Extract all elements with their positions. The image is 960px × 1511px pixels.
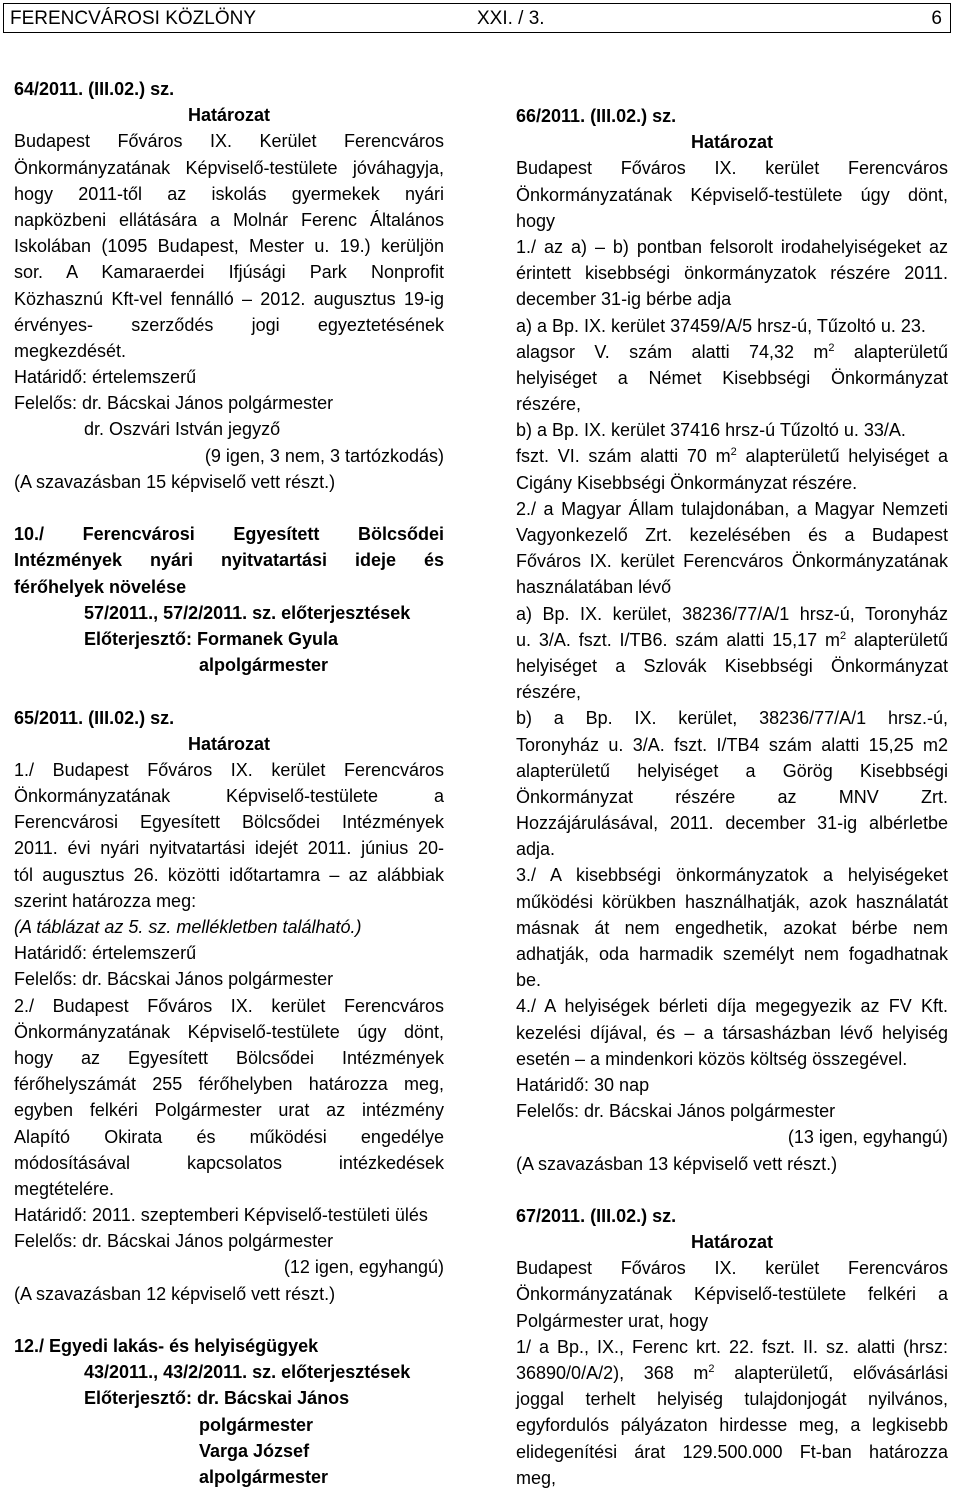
text-line: alapterületű helyiséget a Görög Kisebbségi xyxy=(516,760,948,781)
spacer xyxy=(14,495,444,521)
text-line: (9 igen, 3 nem, 3 tartózkodás) xyxy=(204,445,444,466)
text-line: 10./ Ferencvárosi Egyesített Bölcsődei xyxy=(14,524,444,545)
spacer xyxy=(516,1177,948,1203)
text-line: adja. xyxy=(516,839,556,860)
text-line: szerint határozza meg: xyxy=(14,890,197,911)
right-column xyxy=(516,103,948,1491)
text-line: alagsor V. szám alatti 74,32 $m^2$ alapterületű xyxy=(516,341,948,362)
text-line: meg, xyxy=(516,1467,557,1488)
text-line: működési körükben használhatják, azok használatát xyxy=(516,891,948,912)
text-line: megtételére. xyxy=(14,1178,115,1199)
text-line: Önkormányzatának Képviselő-testülete úgy dönt, xyxy=(14,1021,444,1042)
text-line: módosításával kapcsolatos intézkedések xyxy=(14,1152,444,1173)
text-line: napközbeni ellátására a Molnár Ferenc Általános xyxy=(14,209,444,230)
text-line: tól augusztus 26. közötti időtartamra – az alábbiak xyxy=(14,864,444,885)
text-line: hogy az Egyesített Bölcsődei Intézmények xyxy=(14,1047,444,1068)
text-line: a) Bp. IX. kerület, 38236/77/A/1 hrsz-ú, Toronyház xyxy=(516,603,948,624)
text-line: Közhasznú Kft-vel fennálló – 2012. augusztus 19-ig xyxy=(14,288,444,309)
text-line: 1./ Budapest Főváros IX. kerület Ferencváros xyxy=(14,759,444,780)
text-line: Határidő: 30 nap xyxy=(516,1074,650,1095)
text-line: alpolgármester xyxy=(199,1466,329,1487)
text-line: Intézmények nyári nyitvatartási ideje és xyxy=(14,550,444,571)
text-line: Varga József xyxy=(199,1440,310,1461)
text-line: férőhelyek növelése xyxy=(14,576,187,597)
text-line: Határozat xyxy=(690,1232,774,1253)
text-line: b) a Bp. IX. kerület, 38236/77/A/1 hrsz.-ú, xyxy=(516,708,948,729)
text-line: Határidő: értelemszerű xyxy=(14,367,197,388)
text-line: sor. A Kamaraerdei Ifjúsági Park Nonprofit xyxy=(14,262,444,283)
text-line: adhatják, oda harmadik személyt nem fogadhatnak xyxy=(516,944,948,964)
text-line: Budapest Főváros IX. kerület Ferencváros xyxy=(516,158,948,179)
text-line: Önkormányzat részére az MNV Zrt. xyxy=(516,786,948,807)
text-line: 1/ a Bp., IX., Ferenc krt. 22. fszt. II. sz. alatti (hrsz: xyxy=(516,1336,948,1357)
text-line: fszt. VI. szám alatti 70 $m^2$ alapterületű helyiséget a xyxy=(516,446,948,467)
text-line: kezelési díjával, és – a társasházban lévő helyiség xyxy=(516,1022,948,1043)
text-line: részére, xyxy=(516,394,582,415)
text-line: Polgármester urat, hogy xyxy=(516,1310,709,1331)
text-line: Budapest Főváros IX. kerület Ferencváros xyxy=(516,1258,948,1279)
text-line: Határozat xyxy=(690,132,774,153)
text-line: Előterjesztő: Formanek Gyula xyxy=(84,628,339,649)
text-line: 2011. évi nyári nyitvatartási idejét 2011. június 20- xyxy=(14,838,444,859)
text-line: b) a Bp. IX. kerület 37416 hrsz-ú Tűzoltó u. 33/A. xyxy=(516,420,906,441)
text-line: Önkormányzatának Képviselő-testülete a xyxy=(14,786,444,807)
text-line: Toronyház u. 3/A. fszt. I/TB4 szám alatti 15,25 m2 xyxy=(516,734,948,755)
text-line: Felelős: dr. Bácskai János polgármester xyxy=(516,1101,836,1122)
text-line: (A szavazásban 12 képviselő vett részt.) xyxy=(14,1283,336,1304)
text-line: 43/2011., 43/2/2011. sz. előterjesztések xyxy=(84,1362,411,1383)
text-line: férőhelyszámát 255 férőhelyben határozza meg, xyxy=(14,1074,444,1095)
text-line: 64/2011. (III.02.) sz. xyxy=(14,79,175,99)
text-line: Alapító Okirata és működési engedélye xyxy=(14,1126,444,1147)
text-line: Határozat xyxy=(187,733,271,754)
text-line: (A szavazásban 15 képviselő vett részt.) xyxy=(14,471,336,492)
left-column xyxy=(14,76,444,1490)
text-line: Cigány Kisebbségi Önkormányzat részére. xyxy=(516,472,858,493)
text-line: Ferencvárosi Egyesített Bölcsődei Intézmények xyxy=(14,812,444,833)
text-line: használatában lévő xyxy=(516,577,672,598)
text-line: Főváros IX. kerület Ferencváros Önkormányzatának xyxy=(516,551,948,572)
text-line: dr. Oszvári István jegyző xyxy=(84,419,281,440)
text-line: 66/2011. (III.02.) sz. xyxy=(516,106,677,126)
text-line: (12 igen, egyhangú) xyxy=(283,1257,444,1278)
text-line: másnak át nem engedhetik, azokat bérbe nem xyxy=(516,917,948,938)
publication-title: FERENCVÁROSI KÖZLÖNY xyxy=(10,8,256,29)
text-line: érvényes- szerződés jogi egyeztetésének xyxy=(14,314,444,335)
text-line: 2./ Budapest Főváros IX. kerület Ferencváros xyxy=(14,995,444,1016)
text-line: (A szavazásban 13 képviselő vett részt.) xyxy=(516,1153,838,1174)
text-line: 67/2011. (III.02.) sz. xyxy=(516,1205,677,1226)
text-line: 4./ A helyiségek bérleti díja megegyezik az FV Kft. xyxy=(516,996,948,1017)
text-line: december 31-ig bérbe adja xyxy=(516,289,732,310)
text-line: érintett kisebbségi önkormányzatok részére 2011. xyxy=(516,263,948,284)
text-line: helyiséget a Német Kisebbségi Önkormányzat xyxy=(516,367,948,388)
text-line: alpolgármester xyxy=(199,655,329,676)
text-line: elidegenítési árat 129.500.000 Ft-ban határozza xyxy=(516,1441,948,1462)
text-line: Vagyonkezelő Zrt. kezelésében és a Budapest xyxy=(516,525,948,545)
spacer xyxy=(14,678,444,704)
text-line: részére, xyxy=(516,682,582,703)
text-line: a) a Bp. IX. kerület 37459/A/5 hrsz-ú, Tűzoltó u. 23. xyxy=(516,315,926,336)
text-line: helyiséget a Szlovák Kisebbségi Önkormányzat xyxy=(516,655,948,676)
text-line: Határidő: 2011. szeptemberi Képviselő-testületi ülés xyxy=(14,1205,428,1226)
text-line: joggal terhelt helyiség tulajdonjogát nyilvános, xyxy=(516,1389,948,1410)
page-header xyxy=(3,3,951,33)
text-line: Önkormányzatának Képviselő-testülete jóváhagyja, xyxy=(14,157,444,178)
text-line: Önkormányzatának Képviselő-testülete felkéri a xyxy=(516,1284,948,1305)
text-line: (13 igen, egyhangú) xyxy=(787,1127,948,1148)
text-line: Határozat xyxy=(187,105,271,126)
text-line: esetén – a mindenkori közös költség összegével. xyxy=(516,1048,908,1069)
text-line: u. 3/A. fszt. I/TB6. szám alatti 15,17 $m^2$ alapterületű xyxy=(516,629,948,650)
text-line: Előterjesztő: dr. Bácskai János xyxy=(84,1388,350,1409)
text-line: Felelős: dr. Bácskai János polgármester xyxy=(14,393,334,414)
text-line: egyben felkéri Polgármester urat az intézmény xyxy=(14,1100,444,1121)
text-line: Határidő: értelemszerű xyxy=(14,943,197,964)
text-line: 65/2011. (III.02.) sz. xyxy=(14,707,175,728)
text-line: hogy xyxy=(516,210,556,231)
text-line: Felelős: dr. Bácskai János polgármester xyxy=(14,1231,334,1252)
text-line: 2./ a Magyar Állam tulajdonában, a Magyar Nemzeti xyxy=(516,498,948,519)
text-line: (A táblázat az 5. sz. mellékletben található.) xyxy=(14,917,362,937)
text-line: egyfordulós pályázaton hirdesse meg, a legkisebb xyxy=(516,1415,948,1436)
text-line: be. xyxy=(516,970,542,991)
text-line: 3./ A kisebbségi önkormányzatok a helyiségeket xyxy=(516,865,948,886)
text-line: Budapest Főváros IX. Kerület Ferencváros xyxy=(14,131,444,152)
text-line: Felelős: dr. Bácskai János polgármester xyxy=(14,969,334,990)
text-line: Iskolában (1095 Budapest, Mester u. 19.) kerüljön xyxy=(14,236,444,257)
text-line: Hozzájárulásával, 2011. december 31-ig albérletbe xyxy=(516,813,948,834)
text-line: hogy 2011-től az iskolás gyermekek nyári xyxy=(14,183,444,204)
text-line: 57/2011., 57/2/2011. sz. előterjesztések xyxy=(84,602,411,623)
text-line: polgármester xyxy=(199,1414,314,1435)
text-line: Önkormányzatának Képviselő-testülete úgy dönt, xyxy=(516,184,948,205)
text-line: 36890/0/A/2), 368 $m^2$ alapterületű, elővásárlási xyxy=(516,1363,948,1383)
issue-number: XXI. / 3. xyxy=(477,8,545,29)
spacer xyxy=(14,1307,444,1333)
text-line: 1./ az a) – b) pontban felsorolt irodahelyiségeket az xyxy=(516,236,948,257)
text-line: 12./ Egyedi lakás- és helyiségügyek xyxy=(14,1336,319,1356)
page-number: 6 xyxy=(931,8,942,29)
text-line: megkezdését. xyxy=(14,340,127,361)
